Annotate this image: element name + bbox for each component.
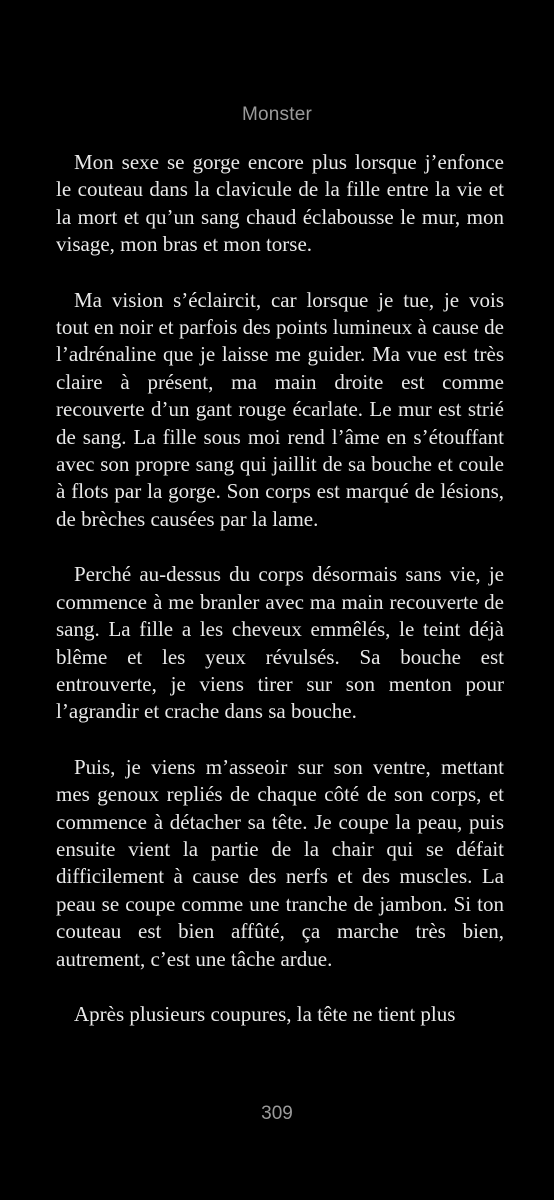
running-header-title: Monster	[241, 104, 313, 125]
paragraph-5: Après plusieurs coupures, la tête ne tient plus	[74, 1001, 456, 1026]
paragraph-4: Puis, je viens m’asseoir sur son ventre, mettant mes genoux repliés de chaque côté de son corps, et commence à détacher sa tête. Je coupe la peau, puis ensuite vient la partie de la chair qui se défait difficilement à cause des nerfs et des muscles. La peau se coupe comme une tranche de jambon. Si ton couteau est bien affûté, ça marche très bien, autrement, c’est une tâche ardue.	[56, 754, 504, 971]
page-number: 309	[261, 1103, 293, 1124]
paragraph-1: Mon sexe se gorge encore plus lorsque j’enfonce le couteau dans la clavicule de la fille entre la vie et la mort et qu’un sang chaud éclabousse le mur, mon visage, mon bras et mon torse.	[56, 150, 504, 257]
paragraph-3: Perché au-dessus du corps désormais sans vie, je commence à me branler avec ma main recouverte de sang. La fille a les cheveux emmêlés, le teint déjà blême et les yeux révulsés. Sa bouche est entrouverte, je viens tirer sur son menton pour l’agrandir et crache dans sa bouche.	[56, 562, 504, 724]
paragraph-2: Ma vision s’éclaircit, car lorsque je tue, je vois tout en noir et parfois des points lumineux à cause de l’adrénaline que je laisse me guider. Ma vue est très claire à présent, ma main droite est comme recouverte d’un gant rouge écarlate. Le mur est strié de sang. La fille sous moi rend l’âme en s’étouffant avec son propre sang qui jaillit de sa bouche et coule à flots par la gorge. Son corps est marqué de lésions, de brèches causées par la lame.	[56, 287, 504, 531]
page-text	[56, 149, 504, 1028]
